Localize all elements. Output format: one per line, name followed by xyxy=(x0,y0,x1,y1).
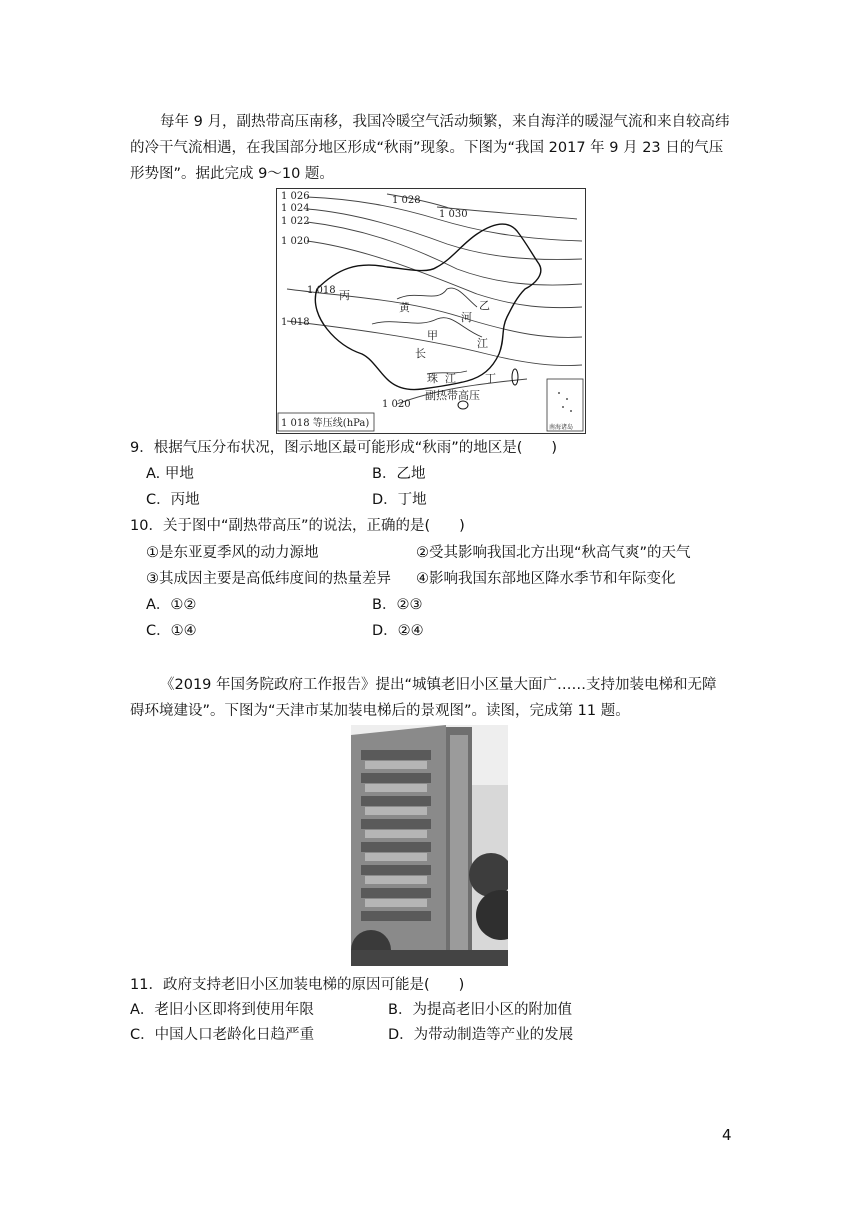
q11-option-b: B．为提高老旧小区的附加值 xyxy=(388,1002,572,1018)
q9-option-d: D．丁地 xyxy=(372,492,427,508)
q10-statement-3: ③其成因主要是高低纬度间的热量差异 xyxy=(146,571,391,587)
place-jiang: 江 xyxy=(477,337,488,350)
intro-paragraph-1: 每年 9 月，副热带高压南移，我国冷暖空气活动频繁，来自海洋的暖湿气流和来自较高纬的冷干气流相遇，在我国部分地区形成“秋雨”现象。下图为“我国 2017 年 9 月 23 日的气压形势图”。据此完成 9～10 题。 xyxy=(130,114,730,182)
isobar-label: 1 026 xyxy=(281,191,310,202)
place-zhu: 珠 xyxy=(427,372,438,385)
q9-option-a: A. 甲地 xyxy=(146,466,194,482)
place-yi: 乙 xyxy=(479,299,490,312)
map-legend: 1 018 等压线(hPa) xyxy=(281,418,370,429)
q10-option-a: A．①② xyxy=(146,597,197,613)
place-chang: 长 xyxy=(415,347,426,360)
isobar-label: 1 018 xyxy=(307,285,336,296)
q9-stem: 9．根据气压分布状况，图示地区最可能形成“秋雨”的地区是( ) xyxy=(130,440,558,456)
place-subtropical-high: 副热带高压 xyxy=(425,389,480,402)
q10-option-c: C．①④ xyxy=(146,623,197,639)
q11-option-c: C．中国人口老龄化日趋严重 xyxy=(130,1027,315,1043)
intro-paragraph-2: 《2019 年国务院政府工作报告》提出“城镇老旧小区量大面广……支持加装电梯和无障碍环境建设”。下图为“天津市某加装电梯后的景观图”。读图，完成第 11 题。 xyxy=(130,677,717,719)
map-inset-label: 南海诸岛 xyxy=(549,424,574,431)
place-he: 河 xyxy=(461,311,472,324)
q9-option-b: B．乙地 xyxy=(372,466,426,482)
isobar-label: 1 022 xyxy=(281,216,310,227)
q10-statement-1: ①是东亚夏季风的动力源地 xyxy=(146,545,319,561)
q10-option-b: B．②③ xyxy=(372,597,423,613)
page-number: 4 xyxy=(722,1126,732,1144)
isobar-label: 1 024 xyxy=(281,203,310,214)
place-bing: 丙 xyxy=(339,289,350,302)
place-jiang2: 江 xyxy=(445,372,456,385)
isobar-label: 1 028 xyxy=(392,195,421,206)
q9-option-c: C．丙地 xyxy=(146,492,200,508)
q11-option-a: A．老旧小区即将到使用年限 xyxy=(130,1002,314,1018)
q10-statement-4: ④影响我国东部地区降水季节和年际变化 xyxy=(416,571,676,587)
isobar-label: 1 020 xyxy=(281,236,310,247)
pressure-map-svg xyxy=(277,189,585,433)
q10-stem: 10．关于图中“副热带高压”的说法，正确的是( ) xyxy=(130,518,465,534)
pressure-map xyxy=(276,188,586,434)
isobar-label: 1 020 xyxy=(382,399,411,410)
q11-option-d: D．为带动制造等产业的发展 xyxy=(388,1027,574,1043)
isobar-label: 1 018 xyxy=(281,317,310,328)
place-ding: 丁 xyxy=(485,372,496,385)
place-huang: 黄 xyxy=(399,301,410,314)
q10-option-d: D．②④ xyxy=(372,623,424,639)
place-jia: 甲 xyxy=(427,329,438,342)
q10-statement-2: ②受其影响我国北方出现“秋高气爽”的天气 xyxy=(416,545,691,561)
elevator-building-photo xyxy=(351,725,508,966)
isobar-label: 1 030 xyxy=(439,209,468,220)
q11-stem: 11．政府支持老旧小区加装电梯的原因可能是( ) xyxy=(130,977,465,993)
